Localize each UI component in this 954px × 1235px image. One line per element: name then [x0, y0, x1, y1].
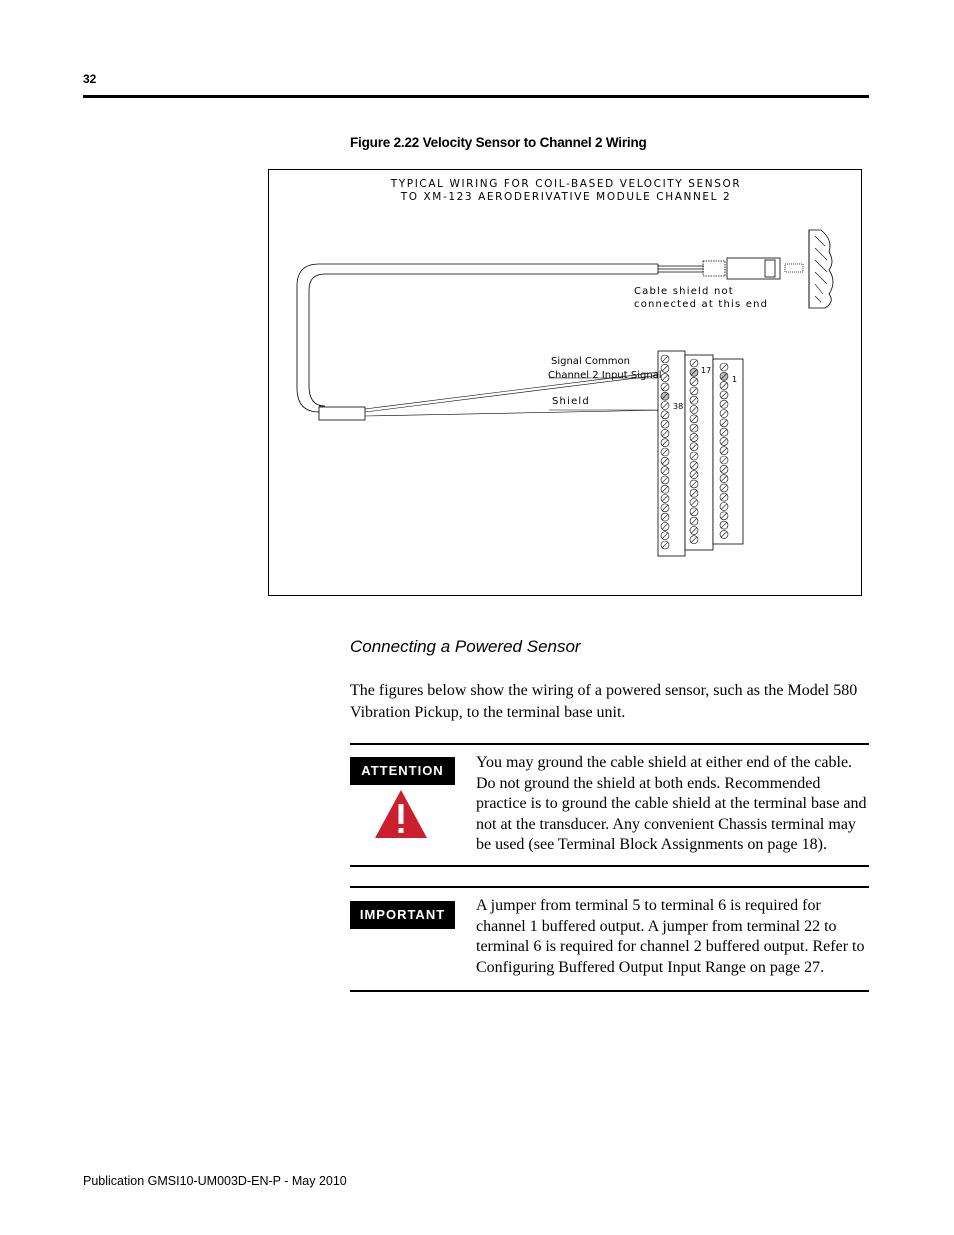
section-heading: Connecting a Powered Sensor: [350, 637, 581, 656]
diagram-title-line1: TYPICAL WIRING FOR COIL-BASED VELOCITY SENSOR: [390, 178, 742, 190]
attention-notice: [350, 743, 869, 867]
diagram-title: [269, 178, 863, 204]
shield-note: [634, 285, 768, 311]
important-notice: [350, 886, 869, 992]
footer-publication: Publication GMSI10-UM003D-EN-P - May 2010: [83, 1174, 347, 1188]
label-channel2-input: Channel 2 Input Signal: [548, 370, 662, 381]
wiring-diagram-graphic: [269, 170, 863, 597]
attention-badge: ATTENTION: [350, 757, 455, 785]
terminal-38-label: 38: [673, 402, 684, 411]
important-badge: IMPORTANT: [350, 901, 455, 929]
diagram-title-line2: TO XM-123 AERODERIVATIVE MODULE CHANNEL 2: [400, 191, 732, 203]
label-shield: Shield: [552, 396, 590, 407]
body-paragraph: The figures below show the wiring of a powered sensor, such as the Model 580 Vibration Pickup, to the terminal base unit.: [350, 682, 858, 721]
shield-note-line2: connected at this end: [634, 299, 769, 310]
label-signal-common: Signal Common: [551, 356, 630, 367]
warning-triangle-icon: [373, 788, 429, 840]
terminal-17-label: 17: [701, 366, 712, 375]
header-rule: [83, 95, 869, 98]
wiring-diagram: [268, 169, 862, 596]
attention-text: You may ground the cable shield at either end of the cable. Do not ground the shield at both ends. Recommended practice is to ground the cable shield at the terminal base and not at the transducer. Any convenient Chassis terminal may be used (see Terminal Block Assignments on page 18).: [476, 754, 867, 853]
page-number: 32: [83, 72, 97, 86]
important-text: A jumper from terminal 5 to terminal 6 is required for channel 1 buffered output. A jumper from terminal 22 to terminal 6 is required for channel 2 buffered output. Refer to Configuring Buffered Output Input Range on page 27.: [476, 897, 865, 976]
terminal-1-label: 1: [732, 375, 738, 384]
shield-note-line1: Cable shield not: [634, 286, 734, 297]
figure-caption: Figure 2.22 Velocity Sensor to Channel 2 Wiring: [350, 135, 647, 150]
